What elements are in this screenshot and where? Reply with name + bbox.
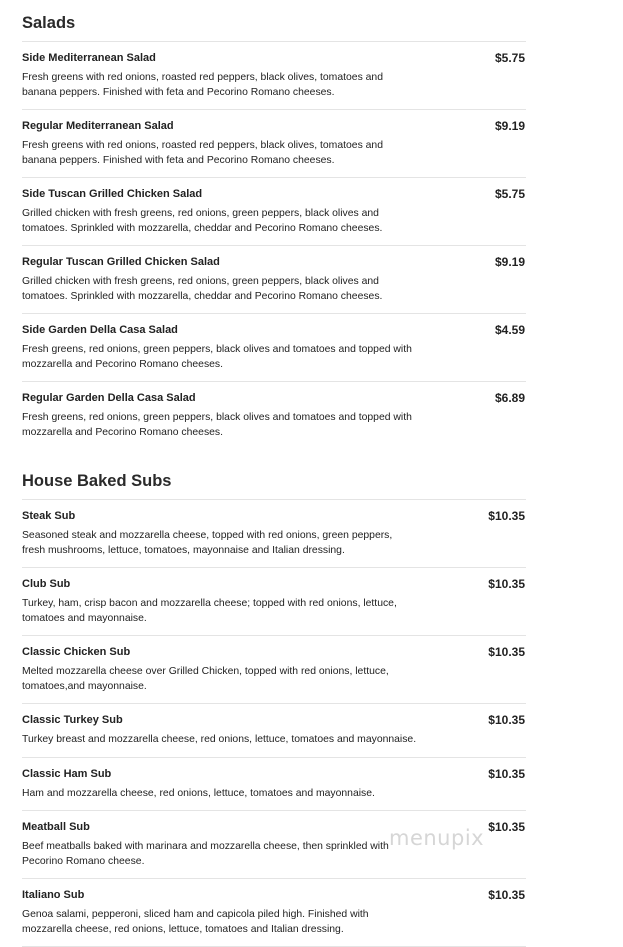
item-price: $9.19 xyxy=(494,255,525,269)
item-description: Genoa salami, pepperoni, sliced ham and capicola piled high. Finished with mozzarella cheese, red onions, lettuce, tomatoes and Italian dressing. xyxy=(22,909,369,935)
item-description: Fresh greens with red onions, roasted red peppers, black olives, tomatoes and banana peppers. Finished with feta and Pecorino Romano cheeses. xyxy=(22,140,383,166)
item-description: Turkey, ham, crisp bacon and mozzarella cheese; topped with red onions, lettuce, tomatoes and mayonnaise. xyxy=(22,598,397,624)
item-price: $9.19 xyxy=(494,119,525,133)
item-name: Side Garden Della Casa Salad xyxy=(22,324,178,336)
item-price: $6.89 xyxy=(494,391,525,405)
item-description: Ham and mozzarella cheese, red onions, lettuce, tomatoes and mayonnaise. xyxy=(22,787,375,799)
item-name: Regular Garden Della Casa Salad xyxy=(22,392,196,404)
menu xyxy=(22,0,526,947)
item-price: $10.35 xyxy=(488,820,525,834)
item-name: Club Sub xyxy=(22,578,71,590)
section-title: House Baked Subs xyxy=(22,472,172,490)
item-price: $10.35 xyxy=(488,509,525,523)
item-name: Italiano Sub xyxy=(22,889,85,901)
item-name: Classic Turkey Sub xyxy=(22,714,123,726)
section-house-baked-subs xyxy=(22,449,526,947)
item-price: $5.75 xyxy=(494,51,525,65)
item-description: Fresh greens, red onions, green peppers, black olives and tomatoes and topped with mozzarella and Pecorino Romano cheeses. xyxy=(22,344,412,370)
item-name: Side Mediterranean Salad xyxy=(22,52,156,64)
menu-item xyxy=(22,382,526,449)
item-name: Meatball Sub xyxy=(22,821,90,833)
item-name: Regular Mediterranean Salad xyxy=(22,120,174,132)
item-price: $10.35 xyxy=(488,577,525,591)
item-name: Regular Tuscan Grilled Chicken Salad xyxy=(22,256,220,268)
item-description: Beef meatballs baked with marinara and mozzarella cheese, then sprinkled with Pecorino Romano cheese. xyxy=(22,841,389,867)
menu-item xyxy=(22,758,526,812)
menu-item xyxy=(22,636,526,704)
item-name: Steak Sub xyxy=(22,510,76,522)
item-price: $10.35 xyxy=(488,713,525,727)
item-price: $10.35 xyxy=(488,888,525,902)
menu-item xyxy=(22,314,526,382)
menu-item xyxy=(22,110,526,178)
section-title: Salads xyxy=(22,14,76,32)
menu-item xyxy=(22,246,526,314)
menu-item xyxy=(22,568,526,636)
menu-item xyxy=(22,500,526,568)
menu-item xyxy=(22,178,526,246)
item-description: Seasoned steak and mozzarella cheese, topped with red onions, green peppers, fresh mushrooms, lettuce, tomatoes, mayonnaise and Italian dressing. xyxy=(22,530,393,556)
item-price: $5.75 xyxy=(494,187,525,201)
watermark-logo: menupix xyxy=(389,826,485,850)
item-name: Classic Chicken Sub xyxy=(22,646,131,658)
item-price: $10.35 xyxy=(488,766,525,781)
item-price: $4.59 xyxy=(494,323,525,337)
item-description: Fresh greens with red onions, roasted red peppers, black olives, tomatoes and banana peppers. Finished with feta and Pecorino Romano cheeses. xyxy=(22,72,383,98)
item-description: Grilled chicken with fresh greens, red onions, green peppers, black olives and tomatoes. Sprinkled with mozzarella, cheddar and Pecorino Romano cheeses. xyxy=(22,208,383,234)
menu-item xyxy=(22,704,526,758)
item-name: Classic Ham Sub xyxy=(22,767,112,780)
section-salads xyxy=(22,0,526,449)
item-description: Turkey breast and mozzarella cheese, red onions, lettuce, tomatoes and mayonnaise. xyxy=(22,734,417,745)
item-description: Grilled chicken with fresh greens, red onions, green peppers, black olives and tomatoes. Sprinkled with mozzarella, cheddar and Pecorino Romano cheeses. xyxy=(22,276,383,302)
item-name: Side Tuscan Grilled Chicken Salad xyxy=(22,188,203,200)
menu-item xyxy=(22,42,526,110)
menu-item xyxy=(22,879,526,947)
item-price: $10.35 xyxy=(488,645,525,659)
item-description: Melted mozzarella cheese over Grilled Chicken, topped with red onions, lettuce, tomatoes,and mayonnaise. xyxy=(22,666,389,692)
item-description: Fresh greens, red onions, green peppers, black olives and tomatoes and topped with mozzarella and Pecorino Romano cheeses. xyxy=(22,412,412,438)
